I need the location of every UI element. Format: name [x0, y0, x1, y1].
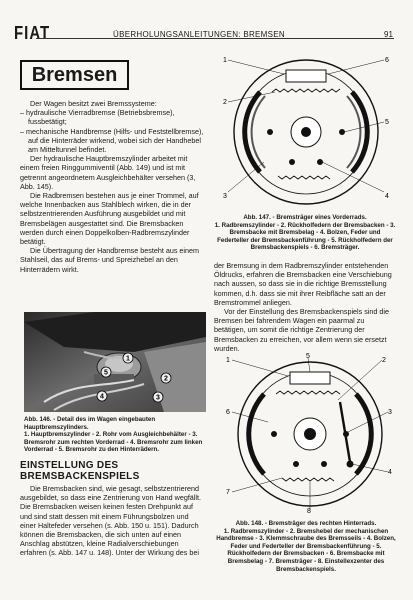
section-heading-line: EINSTELLUNG DES — [20, 460, 119, 471]
fig148-callout: 3 — [388, 409, 392, 416]
running-title: ÜBERHOLUNGSANLEITUNGEN: BREMSEN — [113, 30, 285, 39]
fig147-legend: 1. Radbremszylinder - 2. Rückholfedern der Bremsbacken - 3. Bremsbacke mit Bremsbelag - 4. Bolzen, Feder und Federteller der Bremsbackenführung - 5. Rückholfedern der Bremsbackenspiels - 6. Bremsträger. — [214, 221, 396, 252]
fig148-callout: 7 — [226, 489, 230, 496]
right-paragraph: Vor der Einstellung des Bremsbackenspiels sind die Bremsen bei fahrendem Wagen ein paarmal zu betätigen, um somit die richtige Zentrierung der Bremsbacken zu erreichen, vor allem wenn sie ersetzt wurden. — [214, 307, 390, 353]
section-heading-line: BREMSBACKENSPIELS — [20, 471, 140, 482]
fig146-title: Abb. 146. - Detail des im Wagen eingebauten Hauptbremszylinders. — [24, 416, 156, 431]
chapter-title: Bremsen — [20, 60, 129, 90]
intro-paragraph: Die Übertragung der Handbremse besteht aus einem Stahlseil, das auf Brems- und Spreizhebel an den Hinterrädern wirkt. — [20, 246, 200, 274]
intro-paragraph: Der hydraulische Hauptbremszylinder arbeitet mit einem freien Ringgummiventil (Abb. 149) und ist mit getrennt angeordnetem Ausgleichbehälter versehen (3, Abb. 145). — [20, 154, 196, 191]
fig146-callout: 5 — [104, 369, 108, 377]
fig148-callout: 6 — [226, 409, 230, 416]
fig148-callout: 5 — [306, 353, 310, 360]
intro-list-item: – mechanische Handbremse (Hilfs- und Feststellbremse), auf die Hinterräder wirkend, wobei sich der Handhebel am Mitteltunnel befindet. — [20, 126, 204, 155]
section-heading — [20, 460, 140, 482]
master-cylinder-photo — [24, 312, 206, 412]
fig147-title: Abb. 147. - Bremsträger eines Vorderrads. — [243, 214, 367, 221]
fig147-caption — [214, 214, 396, 252]
fig146-callout: 2 — [164, 375, 168, 383]
page-number: 91 — [384, 30, 393, 39]
right-paragraph: der Bremsung in dem Radbremszylinder entstehenden Öldrucks, erfahren die Bremsbacken eine Verschiebung nach aussen, so dass sie in die richtige Bremsstellung kommen, d.h. dass sie mit ihrer Reibfläche satt an der Bremstrommel anliegen. — [214, 261, 392, 307]
fig147-callout: 1 — [223, 57, 227, 64]
section-paragraph: Die Bremsbacken sind, wie gesagt, selbstzentrierend ausgebildet, so dass eine Zentrierung von Hand wegfällt. Die Bremsbacken weisen keinen festen Drehpunkt auf und sind statt dessen mit einem Führungsbolzen und einer Haltefeder versehen (s. Abb. 150 u. 151). Dadurch können die Bremsbacken, die sich unten auf einen Anschlag abstützen, kleine Radialverschiebungen erfahren (s. Abb. 147 u. 148). Unter der Wirkung des bei — [20, 484, 201, 558]
fig148-callout: 8 — [307, 508, 311, 514]
right-column-text — [214, 261, 396, 353]
fig148-legend: 1. Radbremszylinder - 2. Bremshebel der mechanischen Handbremse - 3. Klemmschraube des Bremsseils - 4. Bolzen, Feder und Federteller der Bremsbackenführung - 5. Rückholfedern der Bremsbacken - 6. Bremsbacke mit Bremsbelag - 7. Bremsträger - 8. Einstellexzenter des Bremsbackenspiels. — [216, 527, 396, 573]
section-body — [20, 484, 204, 558]
fig146-caption — [24, 416, 206, 454]
fig147-callout: 6 — [385, 57, 389, 64]
fig148-callout: 2 — [382, 357, 386, 364]
fig146-callout: 4 — [100, 393, 104, 401]
fig148-callout: 4 — [388, 469, 392, 476]
fig148-caption — [214, 520, 398, 573]
fig148-callout: 1 — [226, 357, 230, 364]
intro-list-item: – hydraulische Vierradbremse (Betriebsbremse), fussbetätigt; — [20, 108, 175, 127]
rear-brake-diagram — [222, 352, 398, 514]
intro-paragraph: Die Radbremsen bestehen aus je einer Trommel, auf welche Innenbacken aus Stahlblech wirken, die in der selbstzentrierenden Ausführung ausgebildet und mit Bremsbelägen ausgestattet sind. Die Bremsbacken werden durch einen Doppelkolben-Radbremszylinder betätigt. — [20, 191, 199, 247]
fig146-callout: 1 — [126, 355, 130, 363]
intro-paragraph: Der Wagen besitzt zwei Bremssysteme: — [30, 99, 157, 108]
fig148-title: Abb. 148. - Bremsträger des rechten Hinterrads. — [235, 520, 377, 527]
fig147-callout: 2 — [223, 99, 227, 106]
intro-text — [20, 99, 204, 274]
fig147-callout: 3 — [223, 193, 227, 200]
fig147-callout: 5 — [385, 119, 389, 126]
fig146-legend: 1. Hauptbremszylinder - 2. Rohr vom Ausgleichbehälter - 3. Bremsrohr zum rechten Vorderrad - 4. Bremsrohr zum linken Vorderrad - 5. Bremsrohr zu den Hinterrädern. — [24, 431, 203, 454]
front-brake-diagram — [220, 52, 392, 208]
brand-logo: FIAT — [14, 23, 51, 44]
fig146-callout: 3 — [156, 394, 160, 402]
fig147-callout: 4 — [385, 193, 389, 200]
